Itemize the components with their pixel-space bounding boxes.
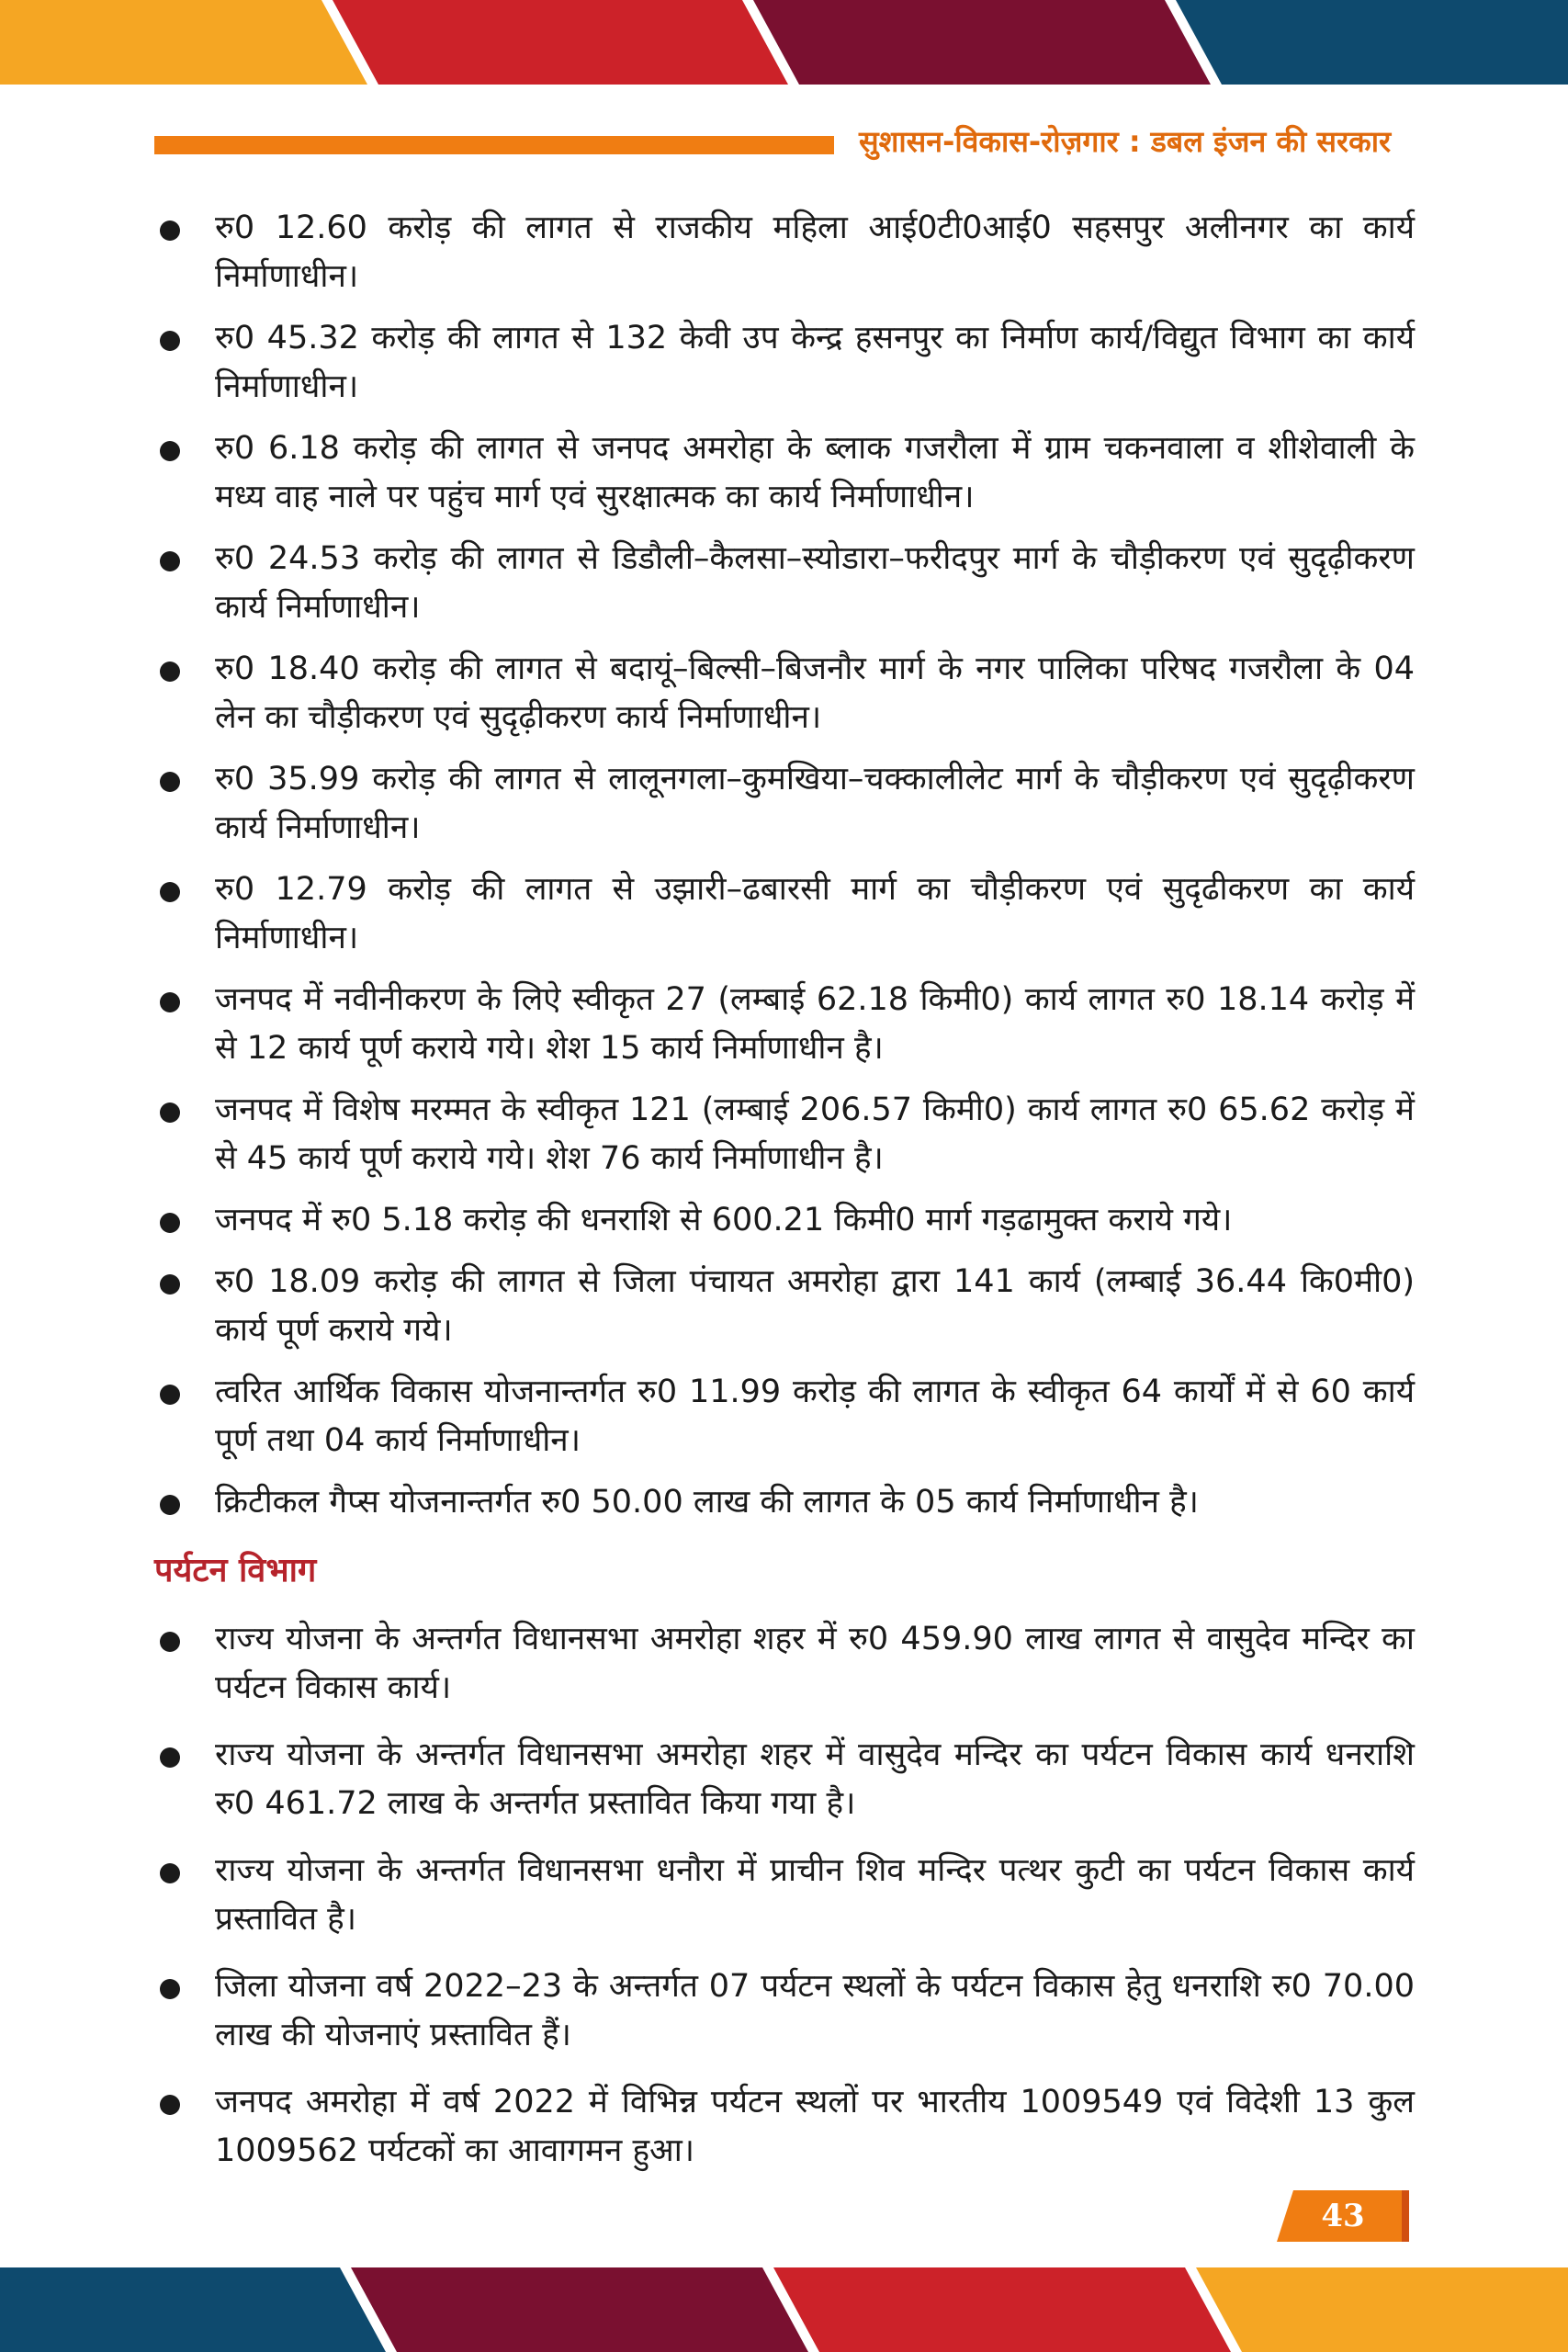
list-item <box>154 1258 1415 1355</box>
header-title: सुशासन-विकास-रोज़गार : डबल इंजन की सरकार <box>859 124 1392 159</box>
list-item <box>154 1196 1415 1245</box>
list-item <box>154 865 1415 963</box>
bullet-icon <box>160 1863 180 1883</box>
list-item-text: रु0 12.60 करोड़ की लागत से राजकीय महिला आई0टी0आई0 सहसपुर अलीनगर का कार्य निर्माणाधीन। <box>215 209 1415 295</box>
list-item <box>154 1615 1415 1713</box>
bullet-icon <box>160 992 180 1012</box>
list-item <box>154 1962 1415 2060</box>
list-item-text: जिला योजना वर्ष 2022–23 के अन्तर्गत 07 पर्यटन स्थलों के पर्यटन विकास हेतु धनराशि रु0 70.00 लाख की योजनाएं प्रस्तावित हैं। <box>215 1968 1415 2053</box>
list-item <box>154 204 1415 301</box>
list-item <box>154 314 1415 412</box>
bullet-icon <box>160 551 180 571</box>
list-item-text: रु0 12.79 करोड़ की लागत से उझारी–ढबारसी मार्ग का चौड़ीकरण एवं सुदृढीकरण का कार्य निर्माणाधीन। <box>215 871 1415 956</box>
list-item <box>154 755 1415 853</box>
list-item <box>154 1478 1415 1527</box>
bullet-icon <box>160 331 180 351</box>
bullet-icon <box>160 662 180 682</box>
list-item-text: रु0 6.18 करोड़ की लागत से जनपद अमरोहा के ब्लाक गजरौला में ग्राम चकनवाला व शीशेवाली के मध्य वाह नाले पर पहुंच मार्ग एवं सुरक्षात्मक का कार्य निर्माणाधीन। <box>215 430 1415 515</box>
bullet-icon <box>160 1102 180 1123</box>
list-item-text: राज्य योजना के अन्तर्गत विधानसभा धनौरा में प्राचीन शिव मन्दिर पत्थर कुटी का पर्यटन विकास कार्य प्रस्तावित है। <box>215 1852 1415 1938</box>
bullet-icon <box>160 1385 180 1405</box>
list-item-text: जनपद में रु0 5.18 करोड़ की धनराशि से 600.21 किमी0 मार्ग गड़ढामुक्त कराये गये। <box>215 1202 1233 1238</box>
list-item-text: रु0 18.40 करोड़ की लागत से बदायूं–बिल्सी–बिजनौर मार्ग के नगर पालिका परिषद गजरौला के 04 लेन का चौड़ीकरण एवं सुदृढ़ीकरण कार्य निर्माणाधीन। <box>215 650 1415 736</box>
list-item <box>154 1086 1415 1183</box>
list-item-text: रु0 18.09 करोड़ की लागत से जिला पंचायत अमरोहा द्वारा 141 कार्य (लम्बाई 36.44 कि0मी0) कार्य पूर्ण कराये गये। <box>215 1263 1415 1349</box>
list-item-text: क्रिटीकल गैप्स योजनान्तर्गत रु0 50.00 लाख की लागत के 05 कार्य निर्माणाधीन है। <box>215 1484 1199 1521</box>
bottom-decorative-band <box>0 2267 1568 2352</box>
list-item <box>154 976 1415 1073</box>
bullet-icon <box>160 441 180 461</box>
bullet-icon <box>160 882 180 902</box>
page-content <box>154 204 1415 2194</box>
bullet-icon <box>160 1632 180 1652</box>
bullet-icon <box>160 772 180 792</box>
bullet-icon <box>160 1495 180 1515</box>
bullet-icon <box>160 1274 180 1295</box>
works-list <box>154 204 1415 1527</box>
list-item-text: रु0 35.99 करोड़ की लागत से लालूनगला–कुमखिया–चक्कालीलेट मार्ग के चौड़ीकरण एवं सुदृढ़ीकरण कार्य निर्माणाधीन। <box>215 761 1415 846</box>
list-item-text: जनपद में विशेष मरम्मत के स्वीकृत 121 (लम्बाई 206.57 किमी0) कार्य लागत रु0 65.62 करोड़ में से 45 कार्य पूर्ण कराये गये। शेश 76 कार्य निर्माणाधीन है। <box>215 1091 1415 1177</box>
tourism-list <box>154 1615 1415 2176</box>
list-item-text: जनपद अमरोहा में वर्ष 2022 में विभिन्न पर्यटन स्थलों पर भारतीय 1009549 एवं विदेशी 13 कुल 1009562 पर्यटकों का आवागमन हुआ। <box>215 2084 1415 2169</box>
list-item <box>154 1731 1415 1828</box>
list-item <box>154 645 1415 742</box>
list-item <box>154 535 1415 632</box>
list-item <box>154 2078 1415 2176</box>
list-item <box>154 1368 1415 1465</box>
page-number: 43 <box>1321 2198 1365 2234</box>
list-item-text: राज्य योजना के अन्तर्गत विधानसभा अमरोहा शहर में वासुदेव मन्दिर का पर्यटन विकास कार्य धनराशि रु0 461.72 लाख के अन्तर्गत प्रस्तावित किया गया है। <box>215 1736 1415 1822</box>
header-rule <box>154 136 834 154</box>
bullet-icon <box>160 220 180 241</box>
list-item <box>154 1847 1415 1944</box>
top-decorative-band <box>0 0 1568 85</box>
list-item-text: रु0 45.32 करोड़ की लागत से 132 केवी उप केन्द्र हसनपुर का निर्माण कार्य/विद्युत विभाग का कार्य निर्माणाधीन। <box>215 320 1415 405</box>
section-heading-tourism: पर्यटन विभाग <box>154 1552 317 1589</box>
bullet-icon <box>160 1979 180 1999</box>
bullet-icon <box>160 1213 180 1233</box>
list-item <box>154 424 1415 522</box>
list-item-text: त्वरित आर्थिक विकास योजनान्तर्गत रु0 11.99 करोड़ की लागत के स्वीकृत 64 कार्यों में से 60 कार्य पूर्ण तथा 04 कार्य निर्माणाधीन। <box>215 1374 1415 1459</box>
bullet-icon <box>160 2095 180 2115</box>
list-item-text: रु0 24.53 करोड़ की लागत से डिडौली–कैलसा–स्योडारा–फरीदपुर मार्ग के चौड़ीकरण एवं सुदृढ़ीकरण कार्य निर्माणाधीन। <box>215 540 1415 626</box>
bullet-icon <box>160 1747 180 1768</box>
list-item-text: राज्य योजना के अन्तर्गत विधानसभा अमरोहा शहर में रु0 459.90 लाख लागत से वासुदेव मन्दिर का पर्यटन विकास कार्य। <box>215 1621 1415 1706</box>
list-item-text: जनपद में नवीनीकरण के लिऐ स्वीकृत 27 (लम्बाई 62.18 किमी0) कार्य लागत रु0 18.14 करोड़ में से 12 कार्य पूर्ण कराये गये। शेश 15 कार्य निर्माणाधीन है। <box>215 981 1415 1067</box>
